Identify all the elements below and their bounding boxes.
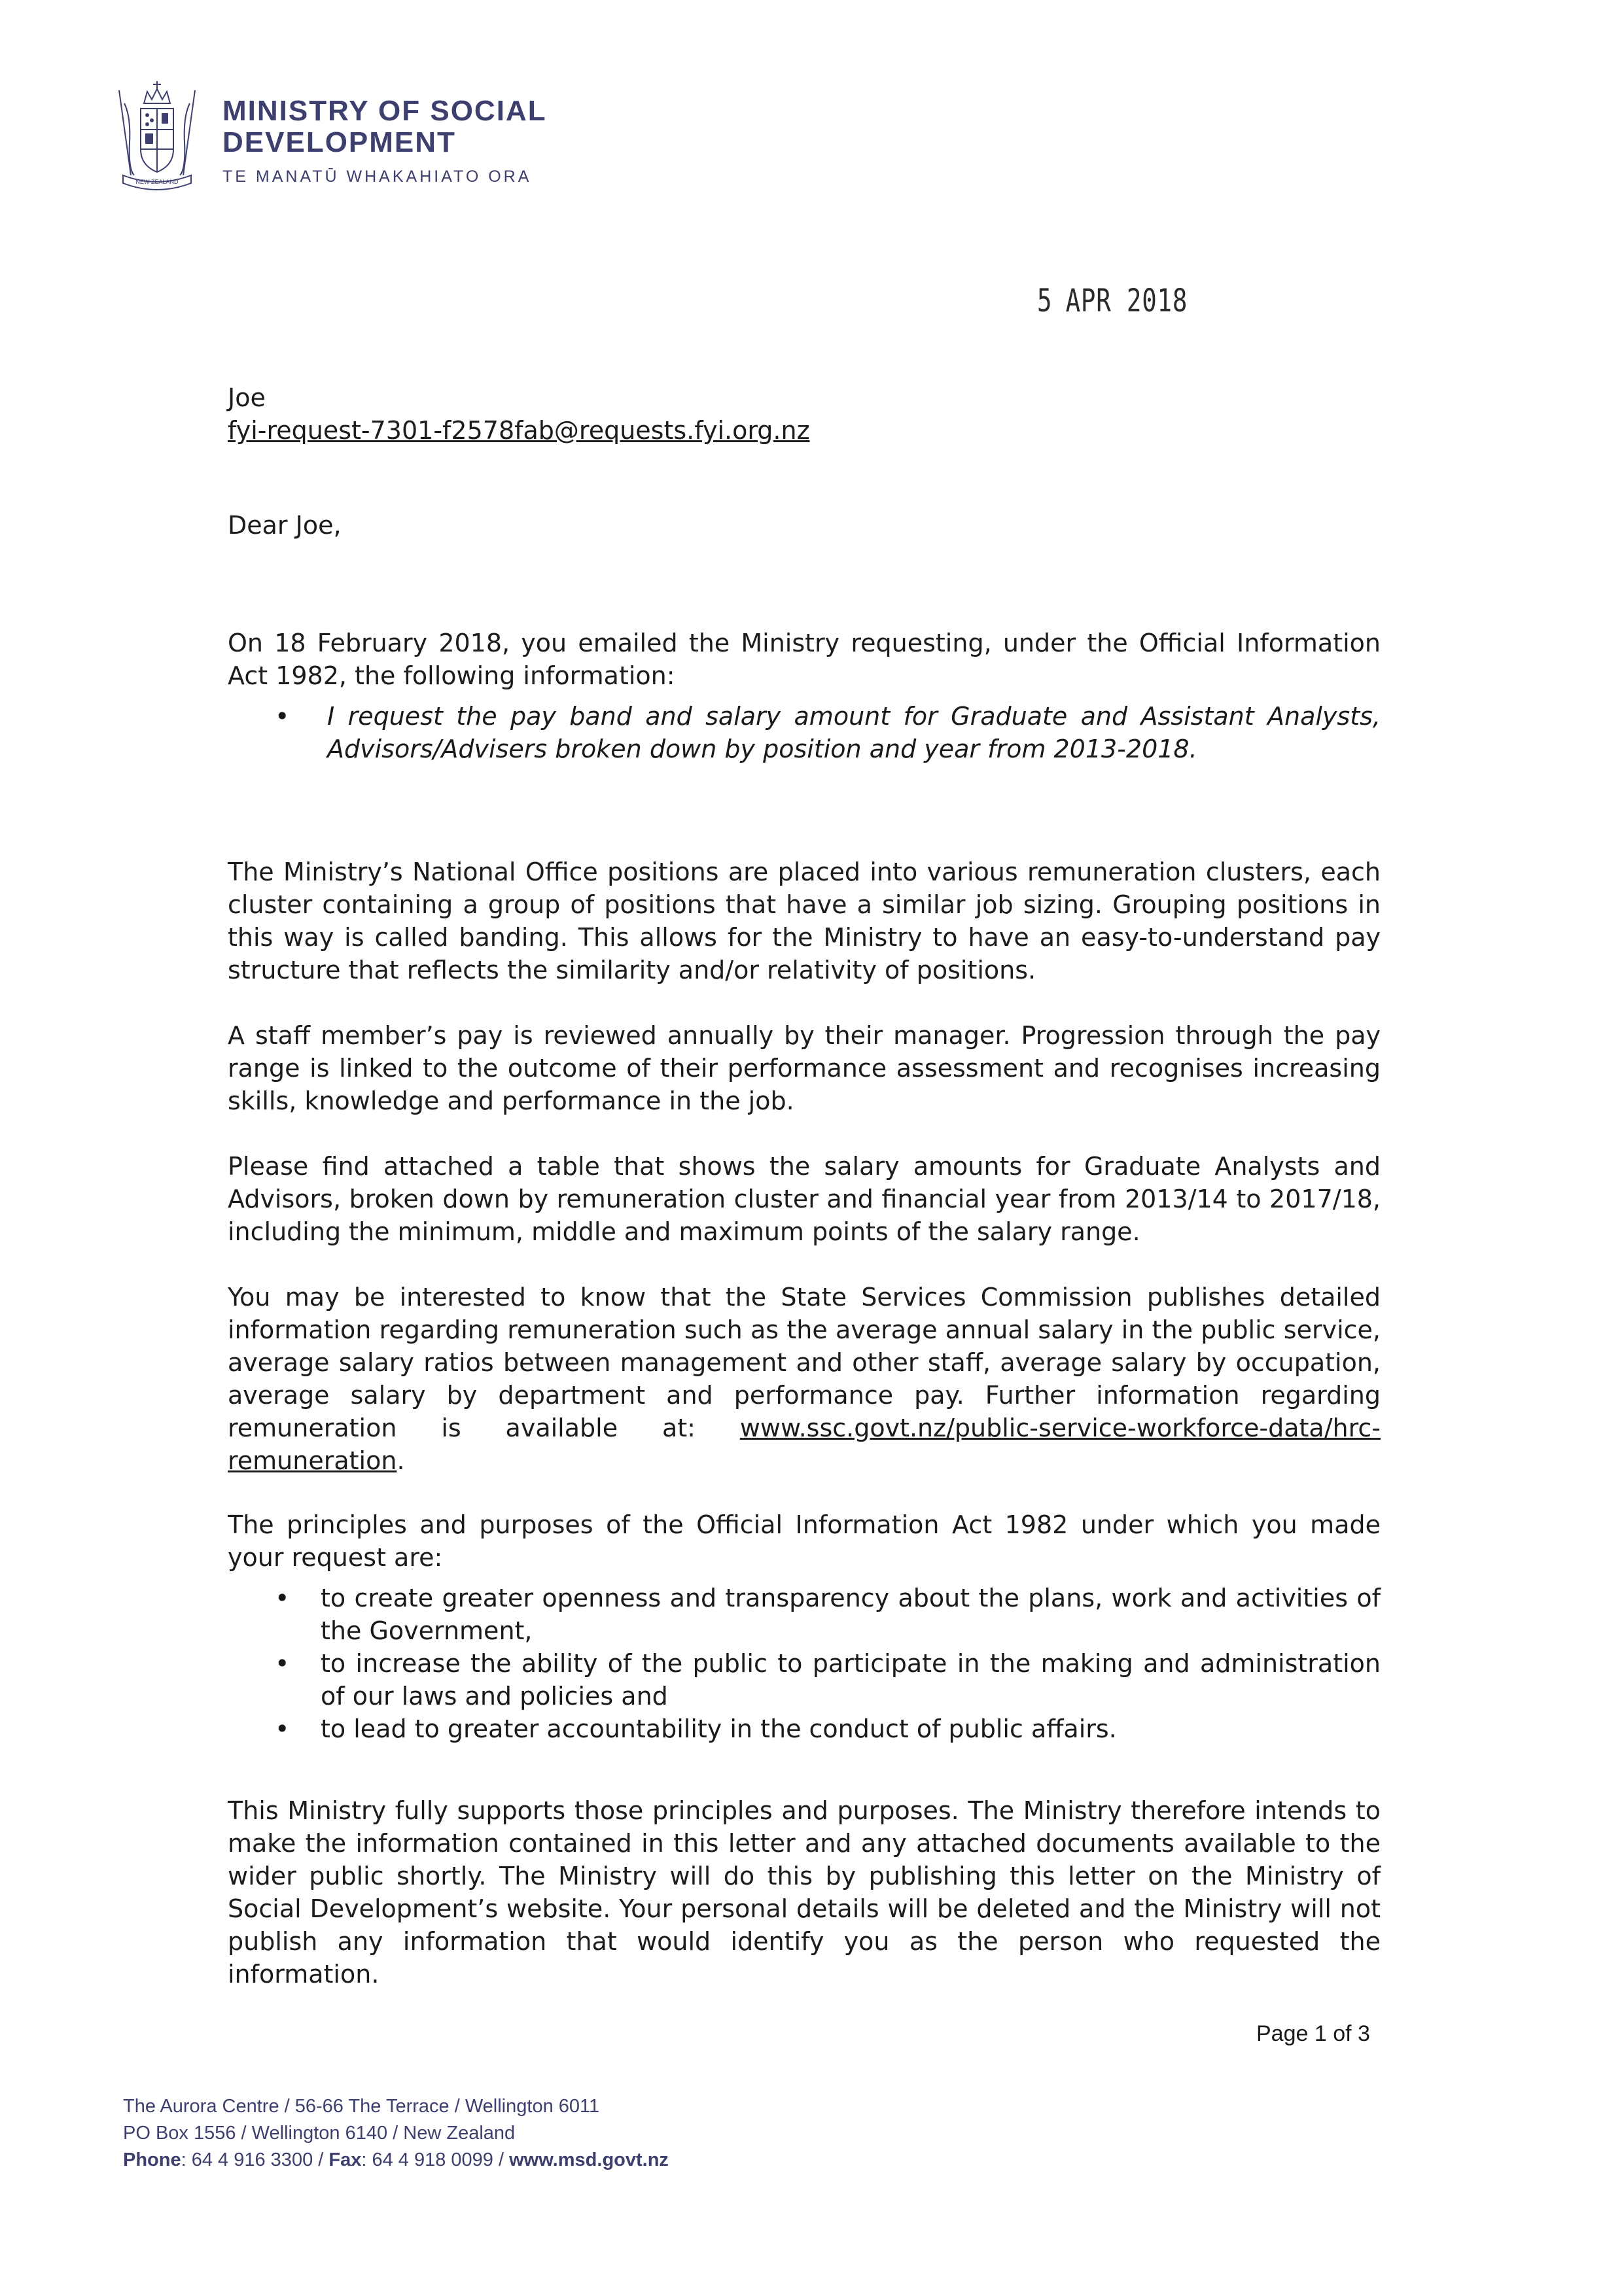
fax-label: Fax: [328, 2149, 362, 2170]
fax-number: : 64 4 918 0099 /: [361, 2149, 510, 2170]
request-quote: • I request the pay band and salary amount for Graduate and Assistant Analysts, Advisors/Advisers broken down by position and year from 2013-2018.: [275, 700, 1381, 765]
principle-item: • to lead to greater accountability in the conduct of public affairs.: [275, 1713, 1381, 1745]
svg-text:NEW ZEALAND: NEW ZEALAND: [135, 179, 179, 185]
ssc-paragraph: [228, 1281, 1381, 1477]
date-stamp: [1037, 283, 1188, 319]
letterhead: [111, 77, 547, 192]
footer-line1: The Aurora Centre / 56-66 The Terrace / Wellington 6011: [123, 2096, 600, 2117]
page-number: Page 1 of 3: [1256, 2021, 1370, 2046]
banding-paragraph: The Ministry’s National Office positions are placed into various remuneration clusters, each cluster containing a group of positions that have a similar job sizing. Grouping positions in this way is called banding. This allows for the Ministry to have an easy-to-understand pay structure that reflects the similarity and/or relativity of positions.: [228, 858, 1381, 984]
attached-table-paragraph: Please find attached a table that shows the salary amounts for Graduate Analysts and Advisors, broken down by remuneration cluster and financial year from 2013/14 to 2017/18, including the minimum, middle and maximum points of the salary range.: [228, 1152, 1381, 1246]
footer-contact-line: [123, 2147, 669, 2174]
principle-item: • to create greater openness and transparency about the plans, work and activities of the Government,: [275, 1582, 1381, 1647]
principles-intro-paragraph: The principles and purposes of the Official Information Act 1982 under which you made your request are:: [228, 1510, 1381, 1572]
ssc-remuneration-link[interactable]: www.ssc.govt.nz/public-service-workforce-data/hrc-remuneration: [228, 1414, 1381, 1475]
organisation-name: [222, 96, 547, 186]
org-name-line1: MINISTRY OF SOCIAL: [222, 95, 547, 127]
addressee-name: Joe: [228, 383, 266, 412]
date-month-year: APR 2018: [1065, 283, 1188, 319]
phone-number: : 64 4 916 3300 /: [181, 2149, 329, 2170]
org-maori-name: TE MANATŪ WHAKAHIATO ORA: [222, 167, 532, 186]
ssc-text: You may be interested to know that the State Services Commission publishes detailed information regarding remuneration such as the average annual salary in the public service, average salary ratios between management and other staff, average salary by occupation, average salary by department and performance pay. Further information regarding remuneration is available at:: [228, 1283, 1381, 1442]
website-link[interactable]: www.msd.govt.nz: [509, 2149, 669, 2170]
addressee-block: [228, 381, 1381, 447]
principles-list: [275, 1582, 1381, 1745]
salutation: Dear Joe,: [228, 511, 342, 540]
nz-coat-of-arms-icon: [111, 77, 203, 192]
footer-line2: PO Box 1556 / Wellington 6140 / New Zealand: [123, 2123, 516, 2144]
org-name-line2: DEVELOPMENT: [222, 126, 456, 158]
ssc-end: .: [397, 1446, 405, 1475]
phone-label: Phone: [123, 2149, 181, 2170]
principle-item: • to increase the ability of the public to participate in the making and administration of our laws and policies and: [275, 1647, 1381, 1713]
addressee-email-link[interactable]: fyi-request-7301-f2578fab@requests.fyi.org.nz: [228, 416, 810, 445]
publishing-paragraph: This Ministry fully supports those principles and purposes. The Ministry therefore intends to make the information contained in this letter and any attached documents available to the wider public shortly. The Ministry will do this by publishing this letter on the Ministry of Social Development’s website. Your personal details will be deleted and the Ministry will not publish any information that would identify you as the person who requested the information.: [228, 1796, 1381, 1989]
pay-review-paragraph: A staff member’s pay is reviewed annually by their manager. Progression through the pay range is linked to the outcome of their performance assessment and recognises increasing skills, knowledge and performance in the job.: [228, 1021, 1381, 1115]
footer-address: [123, 2093, 669, 2174]
intro-paragraph: On 18 February 2018, you emailed the Ministry requesting, under the Official Information Act 1982, the following information:: [228, 629, 1381, 690]
request-quote-list: [275, 700, 1381, 765]
date-day: 5: [1037, 283, 1053, 319]
